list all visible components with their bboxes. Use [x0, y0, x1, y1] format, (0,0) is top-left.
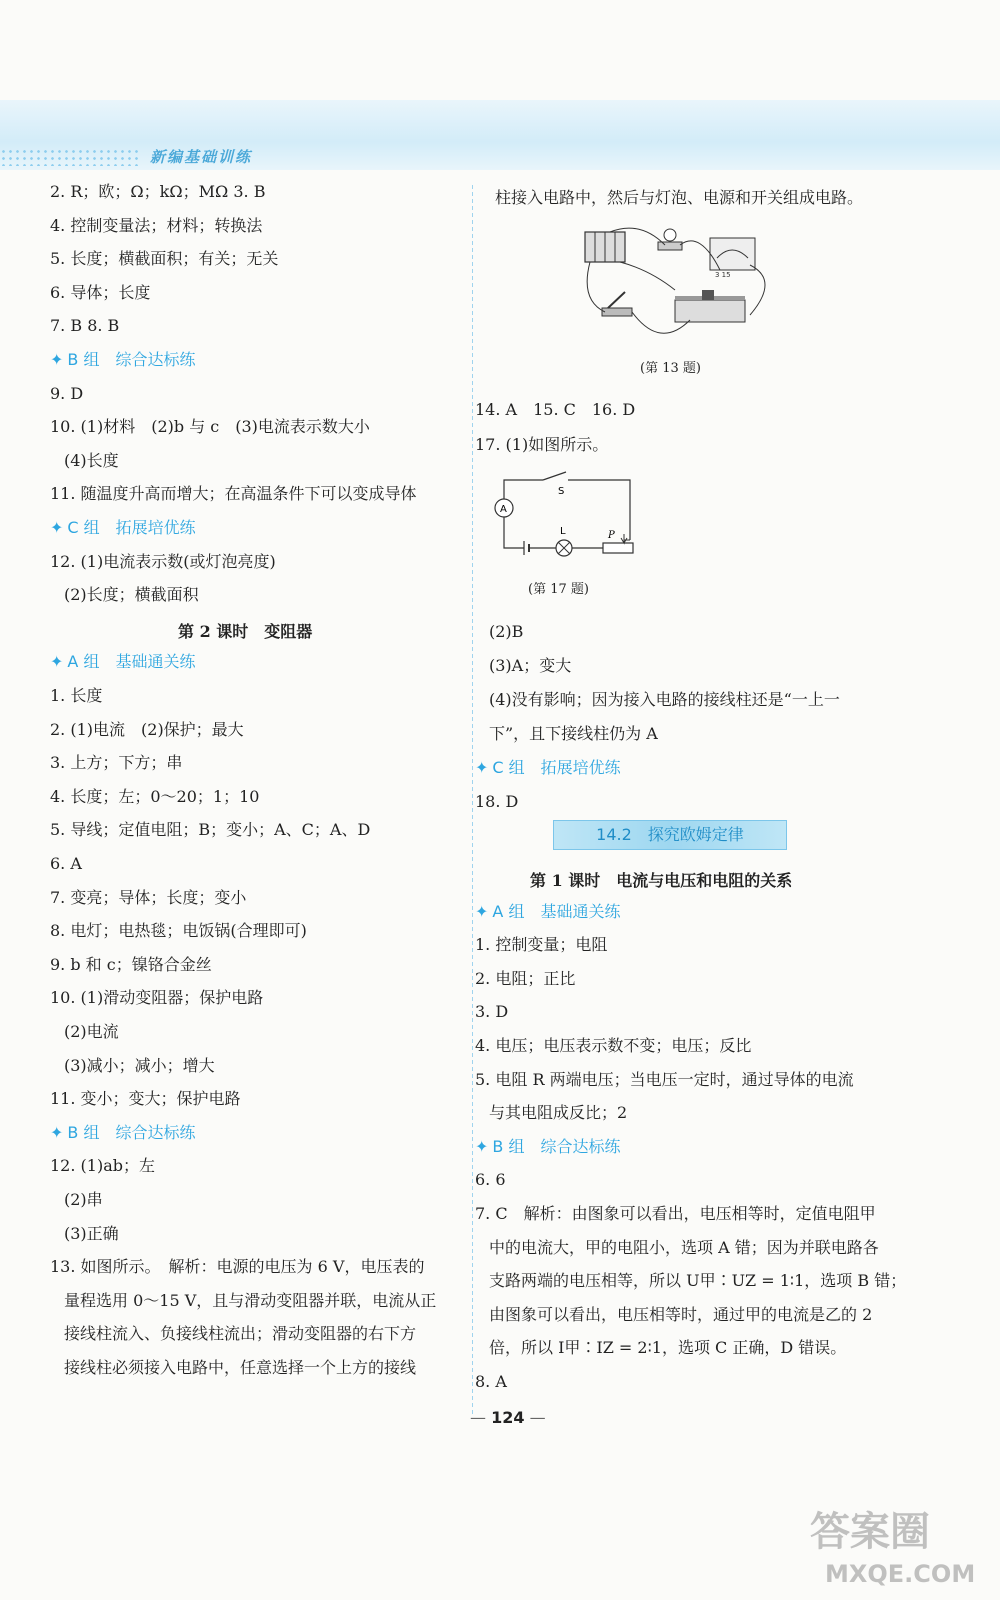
star-icon: ✦: [475, 758, 489, 777]
answer-line: (3)正确: [64, 1223, 119, 1243]
answer-line: 接线柱流入、负接线柱流出；滑动变阻器的右下方: [64, 1324, 417, 1344]
star-icon: ✦: [50, 350, 64, 369]
answer-line: 8. 电灯；电热毯；电饭锅(合理即可): [50, 921, 307, 941]
answer-line: (2)B: [489, 622, 524, 641]
lesson-heading: 第 1 课时 电流与电压和电阻的关系: [530, 871, 793, 890]
slider-label: P: [608, 530, 615, 541]
answer-line: (4)没有影响；因为接入电路的接线柱还是“一上一: [489, 690, 840, 709]
answer-line: 6. A: [50, 854, 82, 873]
lamp-label: L: [560, 526, 566, 537]
answer-line: (2)串: [64, 1190, 103, 1209]
watermark-line1: 答案圈: [810, 1509, 930, 1555]
group-heading-label: C 组 拓展培优练: [492, 758, 621, 777]
answer-line: (3)减小；减小；增大: [64, 1055, 215, 1075]
group-heading-label: A 组 基础通关练: [67, 652, 196, 672]
star-icon: ✦: [475, 1136, 489, 1156]
group-heading: [475, 758, 621, 778]
voltmeter-range-label: 3 15: [715, 271, 731, 279]
answer-line: 4. 控制变量法；材料；转换法: [50, 215, 263, 235]
header-dot-pattern: [0, 148, 140, 166]
group-heading: [475, 902, 620, 922]
ammeter-label: A: [500, 504, 507, 515]
lesson-heading: 第 2 课时 变阻器: [178, 621, 313, 641]
answer-line: 18. D: [475, 792, 519, 811]
answer-line: 12. (1)ab；左: [50, 1156, 155, 1176]
header-title: 新编基础训练: [150, 148, 253, 166]
star-icon: ✦: [475, 901, 489, 921]
answer-line: 4. 长度；左；0～20；1；10: [50, 786, 260, 806]
answer-line: 5. 长度；横截面积；有关；无关: [50, 249, 279, 269]
answer-line: 5. 导线；定值电阻；B；变小；A、C；A、D: [50, 820, 371, 840]
answer-line: 3. D: [475, 1002, 509, 1022]
site-watermark-logo: [800, 1490, 980, 1590]
answer-line: 7. 变亮；导体；长度；变小: [50, 887, 247, 907]
answer-line: 1. 长度: [50, 686, 103, 705]
star-icon: ✦: [50, 1122, 64, 1142]
answer-line: 9. D: [50, 383, 84, 403]
group-heading-label: B 组 综合达标练: [492, 1136, 621, 1156]
answer-13-continued: 柱接入电路中，然后与灯泡、电源和开关组成电路。: [495, 188, 864, 207]
figure-17-caption: (第 17 题): [528, 582, 589, 597]
answer-line: 11. 随温度升高而增大；在高温条件下可以变成导体: [50, 484, 417, 504]
answer-line: (2)长度；横截面积: [64, 585, 199, 605]
answer-line: 7. C 解析：由图象可以看出，电压相等时，定值电阻甲: [475, 1204, 876, 1223]
answer-line: 量程选用 0～15 V，且与滑动变阻器并联，电流从正: [64, 1290, 437, 1310]
answer-line: 倍，所以 I甲∶IZ = 2∶1，选项 C 正确，D 错误。: [489, 1338, 847, 1358]
watermark-line2: MXQE.COM: [825, 1560, 976, 1588]
answer-line: 2. R；欧；Ω；kΩ；MΩ 3. B: [50, 182, 266, 201]
answer-line: 6. 导体；长度: [50, 282, 151, 302]
answer-line: 1. 控制变量；电阻: [475, 935, 608, 955]
group-heading: [50, 652, 195, 672]
group-heading-label: C 组 拓展培优练: [67, 518, 196, 537]
group-heading: [475, 1137, 620, 1157]
answer-line: 5. 电阻 R 两端电压；当电压一定时，通过导体的电流: [475, 1069, 854, 1089]
answer-17-1: 17. (1)如图所示。: [475, 435, 609, 454]
answer-line: 6. 6: [475, 1170, 506, 1190]
answer-line: 与其电阻成反比；2: [489, 1103, 628, 1123]
answers-14-16: 14. A 15. C 16. D: [475, 400, 636, 419]
switch-label: S: [558, 486, 565, 497]
answer-line: 支路两端的电压相等，所以 U甲∶UZ = 1∶1，选项 B 错；: [489, 1271, 907, 1291]
answer-line: 下”，且下接线柱仍为 A: [489, 724, 658, 743]
figure-17-circuit-diagram: [488, 468, 648, 560]
group-heading-label: B 组 综合达标练: [67, 1122, 196, 1142]
figure-13-circuit-illustration: [580, 220, 780, 355]
group-heading: [50, 350, 195, 370]
group-heading-label: B 组 综合达标练: [67, 350, 196, 369]
figure-13-caption: (第 13 题): [640, 361, 701, 376]
answer-line: 接线柱必须接入电路中，任意选择一个上方的接线: [64, 1358, 417, 1377]
answer-line: (4)长度: [64, 450, 119, 470]
answer-line: 13. 如图所示。 解析：电源的电压为 6 V，电压表的: [50, 1257, 425, 1277]
group-heading-label: A 组 基础通关练: [492, 901, 621, 921]
answer-line: 8. A: [475, 1372, 507, 1391]
answer-line: 7. B 8. B: [50, 316, 120, 336]
group-heading: [50, 1123, 195, 1143]
answer-line: (3)A；变大: [489, 656, 572, 675]
answer-line: 4. 电压；电压表示数不变；电压；反比: [475, 1036, 752, 1055]
answer-line: 由图象可以看出，电压相等时，通过甲的电流是乙的 2: [489, 1304, 873, 1324]
answer-line: 2. (1)电流 (2)保护；最大: [50, 719, 244, 739]
star-icon: ✦: [50, 652, 64, 672]
answer-line: 3. 上方；下方；串: [50, 753, 183, 773]
answer-line: 9. b 和 c；镍铬合金丝: [50, 954, 212, 974]
section-banner: 14.2 探究欧姆定律: [553, 820, 787, 850]
answer-line: 10. (1)材料 (2)b 与 c (3)电流表示数大小: [50, 417, 370, 437]
page-number: — 124 —: [470, 1408, 546, 1427]
answer-line: 2. 电阻；正比: [475, 968, 576, 988]
answer-line: 10. (1)滑动变阻器；保护电路: [50, 988, 264, 1008]
answer-line: 中的电流大，甲的电阻小，选项 A 错；因为并联电路各: [489, 1237, 879, 1257]
answer-line: (2)电流: [64, 1022, 119, 1041]
answer-line: 12. (1)电流表示数(或灯泡亮度): [50, 551, 276, 571]
star-icon: ✦: [50, 518, 64, 537]
group-heading: [50, 518, 196, 538]
answer-line: 11. 变小；变大；保护电路: [50, 1089, 241, 1109]
column-divider: [472, 185, 473, 1415]
